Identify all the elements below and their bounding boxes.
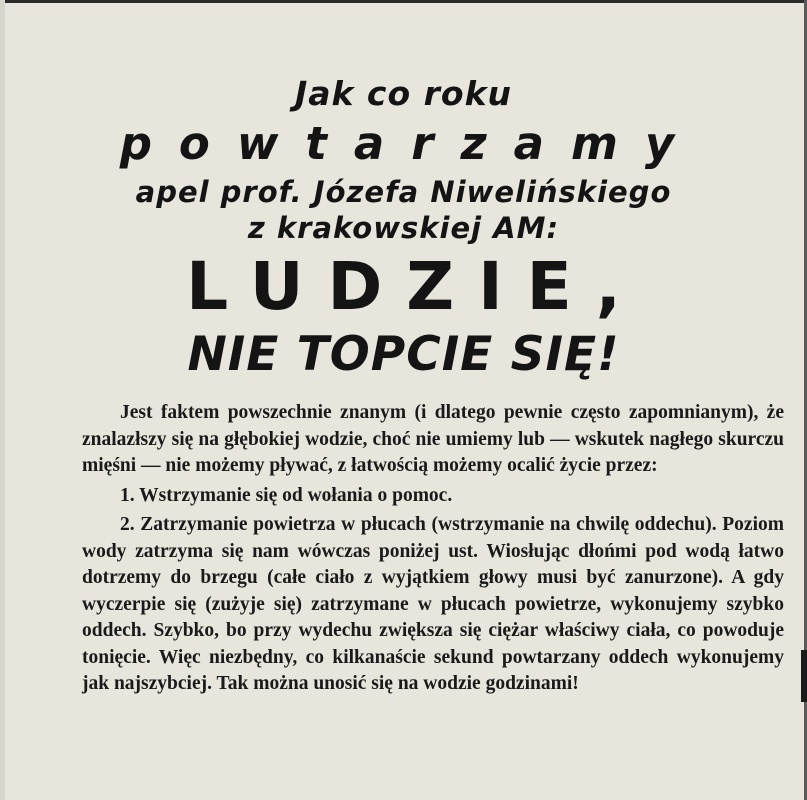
page-top-border <box>0 0 807 3</box>
article-point-1: 1. Wstrzymanie się od wołania o pomoc. <box>120 484 453 506</box>
headline-line-1: Jak co roku <box>294 74 513 113</box>
headline-subtitle: NIE TOPCIE SIĘ! <box>187 327 620 382</box>
headline-line-2: powtarzamy <box>119 117 702 170</box>
page-edge-mark <box>801 650 807 702</box>
article-point-2: 2. Zatrzymanie powietrza w płucach (wstrzymanie na chwilę oddechu). Poziom wody zatrzyma się nam wówczas poniżej ust. Wiosłując dłońmi pod wodą łatwo dotrzemy do brzegu (całe ciało z wyjątkiem głowy musi być zanurzone). A gdy wyczerpie się (zużyje się) zatrzymane w płucach powietrze, wykonujemy szybko oddech. Szybko, bo przy wydechu zwiększa się ciężar właściwy ciała, co powoduje tonięcie. Więc niezbędny, co kilkanaście sekund powtarzany oddech wykonujemy jak najszybciej. Tak można unosić się na wodzie godzinami! <box>82 514 784 694</box>
headline-line-3: apel prof. Józefa Niwelińskiego <box>135 175 672 209</box>
headline-main-title: LUDZIE, <box>186 248 645 325</box>
article-intro-paragraph: Jest faktem powszechnie znanym (i dlatego pewnie często zapomnianym), że znalazłszy się na głębokiej wodzie, choć nie umiemy lub — wskutek nagłego skurczu mięśni — nie możemy pływać, z łatwością możemy ocalić życie przez: <box>82 402 784 476</box>
article-body <box>82 400 784 698</box>
headline-line-4: z krakowskiej AM: <box>247 211 560 245</box>
